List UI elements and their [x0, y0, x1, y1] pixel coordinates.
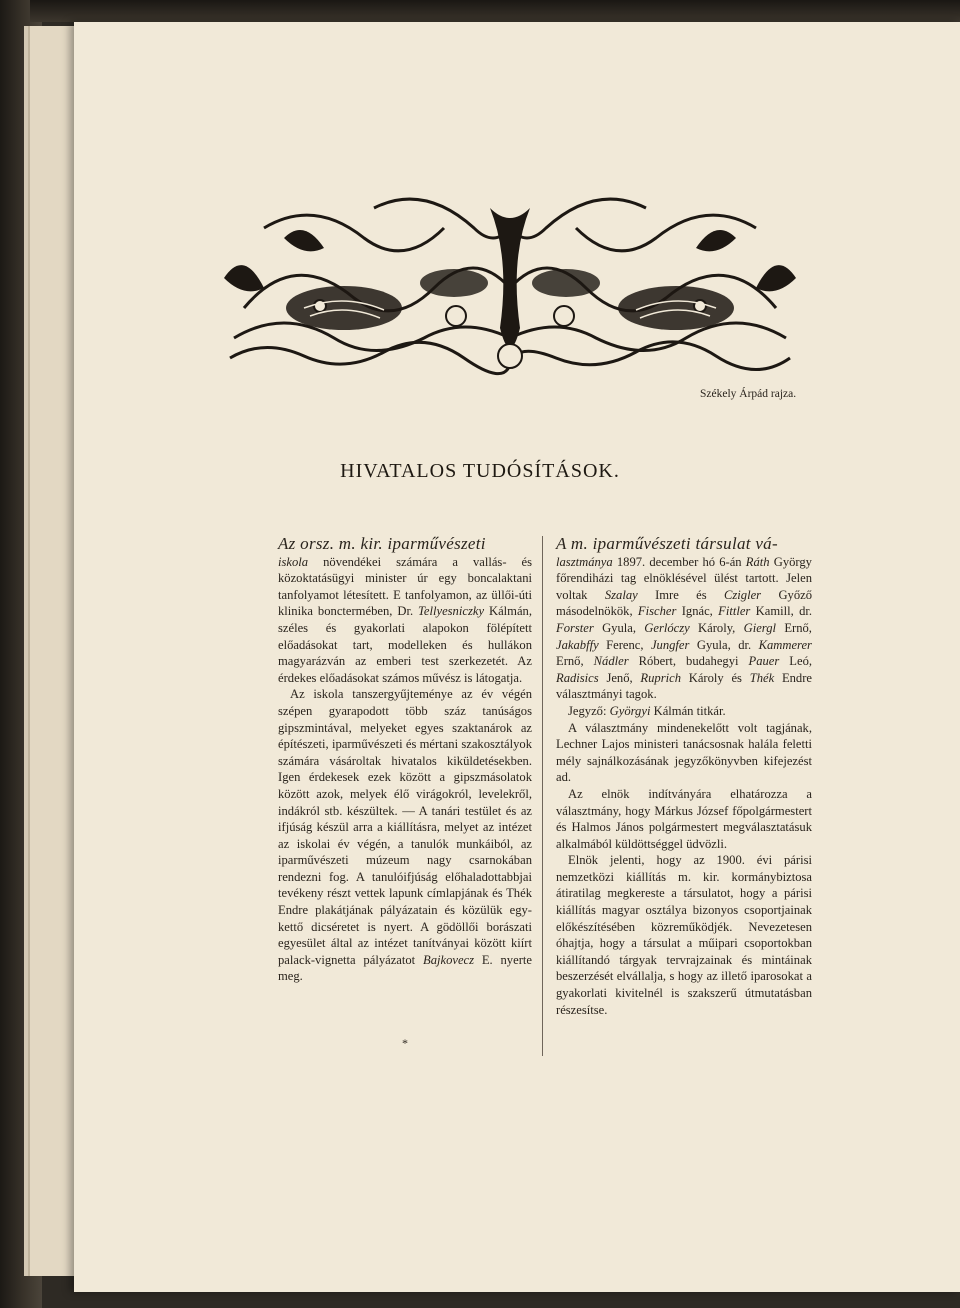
paragraph-condolence: A választmány mindenekelőtt volt tagjának, Lechner Lajos ministeri tanácsosnak halála feletti mély sajnálkozásának jegyzőkönyvben kifejezést ad.: [556, 720, 812, 785]
column-divider: [542, 536, 543, 1056]
paragraph-greeting: Az elnök indítványára elhatározza a választmány, hogy Márkus József főpolgármestert és Halmos János polgármestert megválasztatásuk alkalmából küldöttséggel üdvözli.: [556, 786, 812, 851]
paragraph-course: Az orsz. m. kir. iparművészeti iskola növendékei számára a vallás- és közoktatásügyi minister úr egy boncalaktani tanfolyamot létesített. E tanfolyamon, az üllői-úti klinika bonctermében, Dr. Tellyesniczky Kálmán, széles és gyakorlati alapokon fölépített előadásokat tart, modelleken és hullákon magyarázván az emberi test szerkezetét. Az érdekes előadásokat számos művész is látogatja.: [278, 534, 532, 685]
illustration-credit: Székely Árpád rajza.: [700, 388, 797, 400]
paragraph-secretary: Jegyző: Györgyi Kálmán titkár.: [568, 703, 726, 718]
right-column: [556, 536, 812, 1018]
left-column: [278, 536, 532, 985]
decorative-ornament: [224, 188, 796, 380]
paragraph-collection: Az iskola tanszergyűjteménye az év végén szépen gyarapodott több száz tanúságos gipszmintával, melyeket egyes szaktanárok az építészeti, iparművészeti és mértani szakosztályok számára vásároltak hivatalos kiküldetésekben. Igen érdekesek ezek között a gipszmásolatok között azok, melyek élő virágokról, levelekről, indákról stb. készültek. — A tanári testület és az ifjúság készül arra a kiállításra, melyet az intézet az iskolai év végén, a tanulók munkáiból, az iparművészeti múzeum nagy csarnokában rendezni fog. A tanulóifjúság előhaladottabbjai tevékeny részt vettek lapunk címlapjának és Thék Endre plakátjának pályázatain és közülük egy-kettő dicséretet is nyert. A gödöllői borászati egyesület által az intézet tanítványai között kiírt palack-vignetta pályázatot Bajkovecz E. nyerte meg.: [278, 687, 532, 984]
lead-title: Az orsz. m. kir. iparművészeti: [278, 534, 486, 553]
page-top-shadow: [30, 0, 960, 22]
section-asterisk: *: [402, 1036, 408, 1050]
lead-title: A m. iparművészeti társulat vá-: [556, 534, 778, 553]
paragraph-paris-exhibition: Elnök jelenti, hogy az 1900. évi párisi nemzetközi kiállítás m. kir. kormánybiztosa átiratilag megkereste a társulatot, hogy a párisi kiállítás magyar osztálya bizonyos csoportjainak előkészítésében közreműködjék. Nevezetesen óhajtja, hogy a társulat a műipari csoportokban kiállítandó tárgyak tervrajzainak és mintáinak beszerzését elvállalja, s hogy az illető iparosokat a gyakorlati kivitelnél is szakszerű útmutatásban részesítse.: [556, 853, 812, 1017]
section-heading: HIVATALOS TUDÓSÍTÁSOK.: [340, 460, 620, 482]
paragraph-board-meeting: A m. iparművészeti társulat vá- lasztmánya 1897. december hó 6-án Ráth György főrendiházi tag elnöklésével ülést tartott. Jelen voltak Szalay Imre és Czigler Győző másodelnökök, Fischer Ignác, Fittler Kamill, dr. Forster Gyula, Gerlóczy Károly, Giergl Ernő, Jakabffy Ferenc, Jungfer Gyula, dr. Kammerer Ernő, Nádler Róbert, budahegyi Pauer Leó, Radisics Jenő, Ruprich Károly és Thék Endre választmányi tagok.: [556, 534, 813, 702]
